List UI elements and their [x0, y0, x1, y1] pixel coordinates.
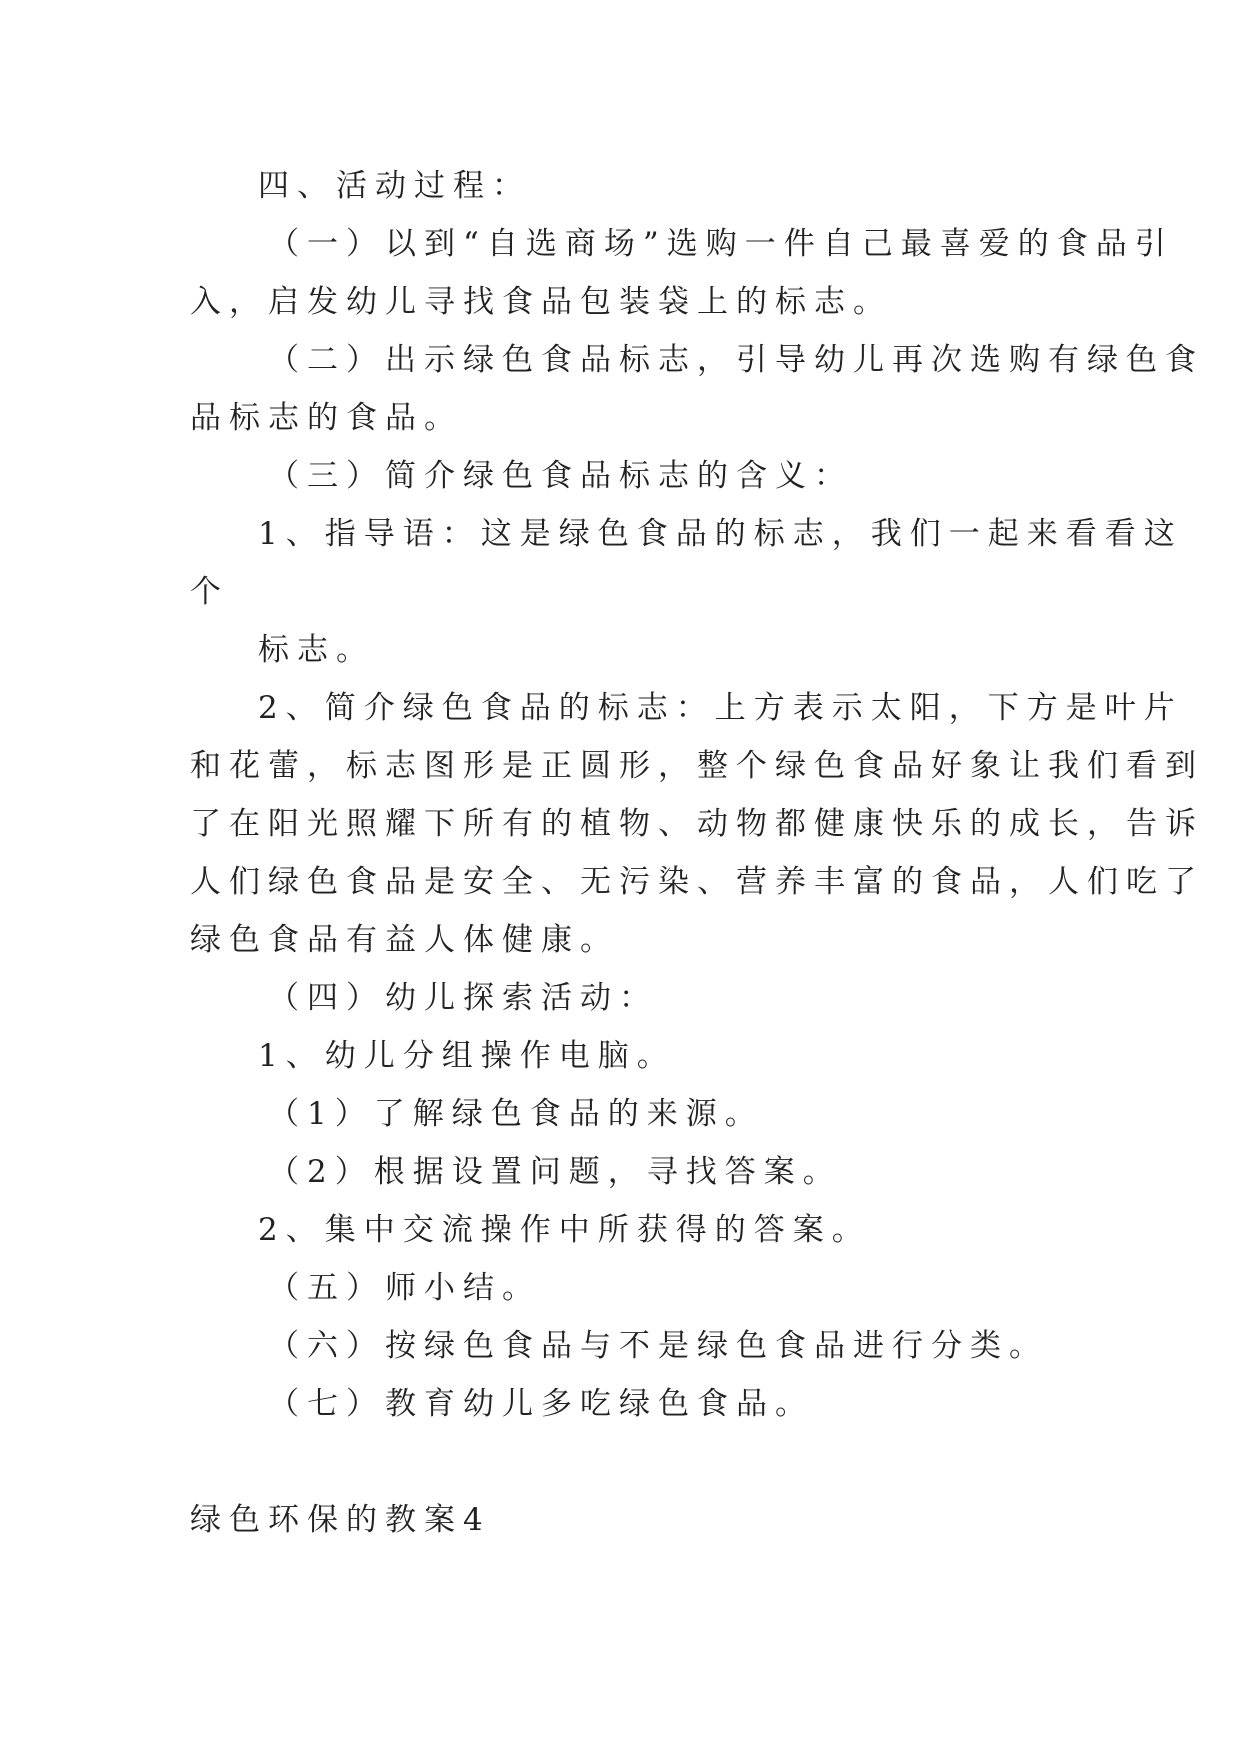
paragraph-step-1: （一）以到“自选商场”选购一件自己最喜爱的食品引: [268, 226, 1174, 262]
paragraph-guide-words-end: 标志。: [258, 632, 375, 668]
paragraph-exchange: 2、集中交流操作中所获得的答案。: [258, 1212, 871, 1248]
paragraph-step-1-cont: 入，启发幼儿寻找食品包装袋上的标志。: [190, 284, 892, 320]
paragraph-logo-intro: 2、简介绿色食品的标志：上方表示太阳，下方是叶片: [258, 690, 1183, 726]
paragraph-step-6: （六）按绿色食品与不是绿色食品进行分类。: [268, 1328, 1048, 1364]
paragraph-logo-intro-cont-4: 绿色食品有益人体健康。: [190, 922, 619, 958]
paragraph-logo-intro-cont-2: 了在阳光照耀下所有的植物、动物都健康快乐的成长，告诉: [190, 806, 1204, 842]
paragraph-logo-intro-cont-1: 和花蕾，标志图形是正圆形，整个绿色食品好象让我们看到: [190, 748, 1204, 784]
section-heading-activity-process: 四、活动过程：: [258, 168, 531, 204]
paragraph-step-3: （三）简介绿色食品标志的含义：: [268, 458, 853, 494]
paragraph-step-2: （二）出示绿色食品标志，引导幼儿再次选购有绿色食: [268, 342, 1204, 378]
paragraph-guide-words-cont: 个: [190, 574, 229, 610]
paragraph-step-2-cont: 品标志的食品。: [190, 400, 463, 436]
paragraph-step-7: （七）教育幼儿多吃绿色食品。: [268, 1386, 814, 1422]
paragraph-guide-words: 1、指导语：这是绿色食品的标志，我们一起来看看这: [258, 516, 1183, 552]
paragraph-sub-1: （1）了解绿色食品的来源。: [268, 1096, 764, 1132]
paragraph-group-operation: 1、幼儿分组操作电脑。: [258, 1038, 676, 1074]
paragraph-step-5: （五）师小结。: [268, 1270, 541, 1306]
next-section-heading: 绿色环保的教案4: [190, 1502, 491, 1538]
paragraph-step-4: （四）幼儿探索活动：: [268, 980, 658, 1016]
paragraph-logo-intro-cont-3: 人们绿色食品是安全、无污染、营养丰富的食品，人们吃了: [190, 864, 1204, 900]
paragraph-sub-2: （2）根据设置问题，寻找答案。: [268, 1154, 842, 1190]
